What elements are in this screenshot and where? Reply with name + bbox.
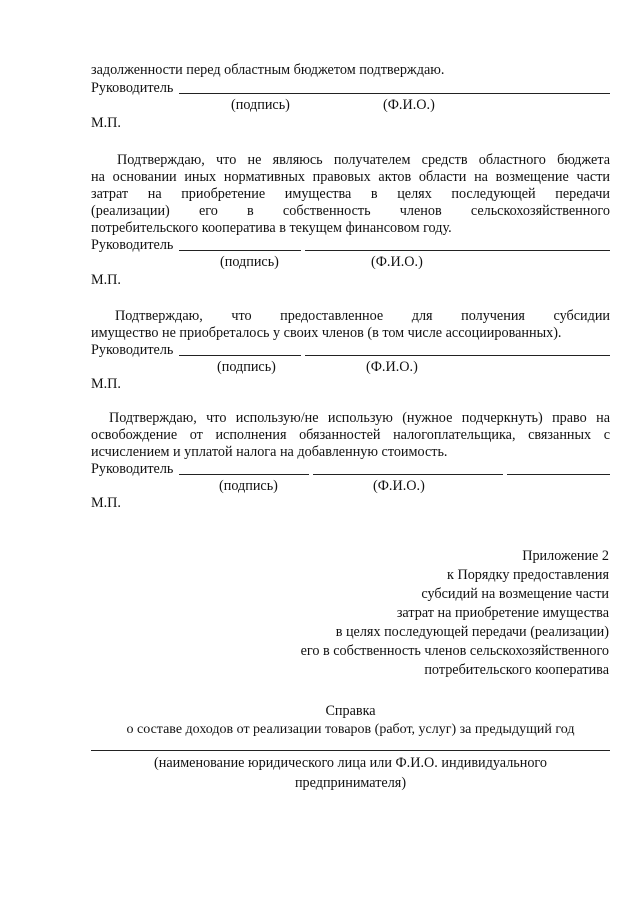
- signature-line-3a: [179, 355, 301, 356]
- paragraph-3-line-1: Подтверждаю, что предоставленное для получения субсидии: [115, 308, 610, 324]
- paragraph-4-line-1: Подтверждаю, что использую/не использую (нужное подчеркнуть) право на: [109, 410, 610, 426]
- appendix-line-2: к Порядку предоставления: [447, 567, 609, 583]
- signature-caption-1: (подпись): [231, 97, 290, 113]
- appendix-line-7: потребительского кооператива: [424, 662, 609, 678]
- fio-caption-2: (Ф.И.О.): [371, 254, 423, 270]
- paragraph-2-line-4: (реализации) его в собственность членов сельскохозяйственного: [91, 203, 610, 219]
- entity-name-line: [91, 750, 610, 751]
- appendix-line-5: в целях последующей передачи (реализации): [335, 624, 609, 640]
- signature-line-2b: [305, 250, 610, 251]
- head-label: Руководитель: [91, 80, 174, 96]
- signature-row-4: [91, 461, 610, 478]
- signature-line-4b: [313, 474, 503, 475]
- head-label: Руководитель: [91, 237, 174, 253]
- paragraph-2-line-1: Подтверждаю, что не являюсь получателем средств областного бюджета: [117, 152, 610, 168]
- signature-row-1: [91, 80, 610, 97]
- stamp-label-1: М.П.: [91, 115, 121, 131]
- fio-caption-4: (Ф.И.О.): [373, 478, 425, 494]
- paragraph-4-line-3: исчислением и уплатой налога на добавленную стоимость.: [91, 444, 448, 460]
- head-label: Руководитель: [91, 342, 174, 358]
- stamp-label-2: М.П.: [91, 272, 121, 288]
- entity-caption-line-1: (наименование юридического лица или Ф.И.О. индивидуального: [154, 755, 547, 771]
- signature-line-3b: [305, 355, 610, 356]
- paragraph-3-line-2: имущество не приобреталось у своих членов (в том числе ассоциированных).: [91, 325, 562, 341]
- certificate-title: Справка: [325, 703, 376, 719]
- appendix-line-6: его в собственность членов сельскохозяйственного: [300, 643, 609, 659]
- intro-line: задолженности перед областным бюджетом подтверждаю.: [91, 62, 445, 78]
- appendix-line-1: Приложение 2: [522, 548, 609, 564]
- stamp-label-3: М.П.: [91, 376, 121, 392]
- paragraph-2-line-5: потребительского кооператива в текущем финансовом году.: [91, 220, 452, 236]
- signature-line-4c: [507, 474, 610, 475]
- signature-caption-4: (подпись): [219, 478, 278, 494]
- signature-caption-3: (подпись): [217, 359, 276, 375]
- signature-line-2a: [179, 250, 301, 251]
- fio-caption-1: (Ф.И.О.): [383, 97, 435, 113]
- signature-caption-2: (подпись): [220, 254, 279, 270]
- signature-line-4a: [179, 474, 309, 475]
- paragraph-2-line-2: на основании иных нормативных правовых актов области на возмещение части: [91, 169, 610, 185]
- head-label: Руководитель: [91, 461, 174, 477]
- signature-row-3: [91, 342, 610, 359]
- entity-caption-line-2: предпринимателя): [294, 775, 407, 791]
- paragraph-2-line-3: затрат на приобретение имущества в целях последующей передачи: [91, 186, 610, 202]
- certificate-subtitle: о составе доходов от реализации товаров (работ, услуг) за предыдущий год: [126, 722, 575, 737]
- appendix-line-3: субсидий на возмещение части: [421, 586, 609, 602]
- paragraph-4-line-2: освобождение от исполнения обязанностей налогоплательщика, связанных с: [91, 427, 610, 443]
- signature-row-2: [91, 237, 610, 254]
- fio-caption-3: (Ф.И.О.): [366, 359, 418, 375]
- appendix-line-4: затрат на приобретение имущества: [396, 605, 609, 621]
- stamp-label-4: М.П.: [91, 495, 121, 511]
- signature-line-1: [179, 93, 610, 94]
